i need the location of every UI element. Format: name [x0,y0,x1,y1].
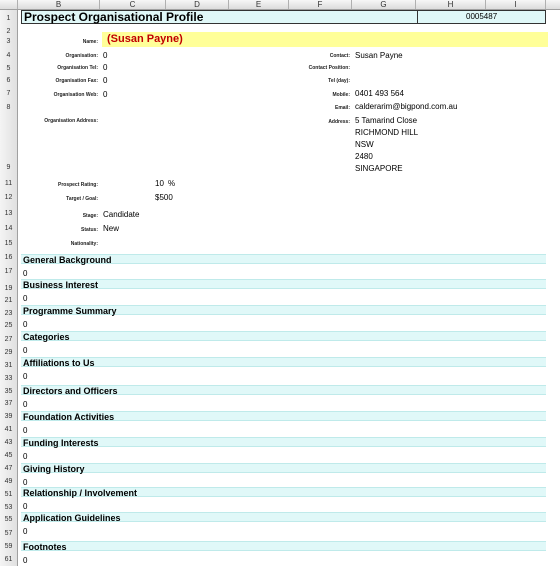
row-header[interactable]: 25 [4,322,13,329]
column-header-h[interactable]: H [416,0,486,9]
row-header[interactable]: 37 [4,400,13,407]
row-header[interactable]: 3 [6,38,11,45]
target-goal-label: Target / Goal: [66,196,98,202]
mobile-label: Mobile: [332,92,350,98]
status-value[interactable]: New [103,224,120,233]
org-web-value[interactable]: 0 [103,90,108,99]
name-cell[interactable] [102,32,548,47]
row-header[interactable]: 61 [4,556,13,563]
row-header[interactable]: 45 [4,452,13,459]
row-header[interactable]: 29 [4,349,13,356]
row-header[interactable]: 9 [6,164,11,171]
address-label: Address: [328,119,350,125]
row-header[interactable]: 21 [4,297,13,304]
row-header[interactable]: 33 [4,375,13,382]
section-value[interactable]: 0 [23,294,28,303]
prospect-rating-label: Prospect Rating: [57,182,98,188]
column-header-bar [0,0,560,10]
row-header[interactable]: 14 [4,225,13,232]
email-value[interactable]: calderarim@bigpond.com.au [355,102,458,111]
section-header[interactable]: Relationship / Involvement [21,487,546,497]
org-tel-value[interactable]: 0 [103,63,108,72]
column-header-c[interactable]: C [100,0,166,9]
address-line[interactable]: SINGAPORE [355,164,403,173]
section-value[interactable]: 0 [23,478,28,487]
page-title[interactable]: Prospect Organisational Profile [24,10,204,24]
section-header[interactable]: Funding Interests [21,437,546,447]
row-header[interactable]: 15 [4,240,13,247]
select-all-corner[interactable] [0,0,18,9]
row-header[interactable]: 51 [4,491,13,498]
row-header[interactable]: 19 [4,285,13,292]
address-line[interactable]: 2480 [355,152,373,161]
section-value[interactable]: 0 [23,556,28,565]
stage-value[interactable]: Candidate [103,210,140,219]
row-header[interactable]: 23 [4,310,13,317]
contact-label: Contact: [329,53,350,59]
org-tel-label: Organisation Tel: [57,65,98,71]
org-fax-value[interactable]: 0 [103,76,108,85]
address-line[interactable]: RICHMOND HILL [355,128,419,137]
row-header[interactable]: 31 [4,362,13,369]
row-header[interactable]: 5 [6,65,11,72]
row-header[interactable]: 47 [4,465,13,472]
stage-label: Stage: [82,213,98,219]
row-header[interactable]: 53 [4,504,13,511]
row-header[interactable]: 4 [6,52,11,59]
row-header[interactable]: 43 [4,439,13,446]
row-header[interactable]: 7 [6,90,11,97]
prospect-rating-value[interactable]: 10 [155,179,164,188]
section-header[interactable]: Programme Summary [21,305,546,315]
row-header[interactable]: 57 [4,530,13,537]
section-header[interactable]: Foundation Activities [21,411,546,421]
record-id: 0005487 [466,12,498,21]
org-fax-label: Organisation Fax: [55,78,98,84]
row-header[interactable]: 1 [6,15,11,22]
row-header[interactable]: 16 [4,254,13,261]
address-line[interactable]: NSW [355,140,374,149]
row-header[interactable]: 39 [4,413,13,420]
contact-position-label: Contact Position: [308,65,350,71]
section-value[interactable]: 0 [23,372,28,381]
row-header[interactable]: 17 [4,268,13,275]
section-value[interactable]: 0 [23,320,28,329]
row-header[interactable]: 35 [4,388,13,395]
section-header[interactable]: Business Interest [21,279,546,289]
nationality-label: Nationality: [70,241,98,247]
row-header[interactable]: 13 [4,210,13,217]
status-label: Status: [81,227,98,233]
section-header[interactable]: General Background [21,254,546,264]
section-header[interactable]: Application Guidelines [21,512,546,522]
row-header[interactable]: 49 [4,478,13,485]
row-header[interactable]: 27 [4,336,13,343]
tel-day-label: Tel (day): [328,78,350,84]
row-header[interactable]: 6 [6,77,11,84]
section-header[interactable]: Directors and Officers [21,385,546,395]
section-value[interactable]: 0 [23,452,28,461]
org-web-label: Organisation Web: [53,92,98,98]
row-header[interactable]: 41 [4,426,13,433]
organisation-label: Organisation: [65,53,98,59]
record-id-cell[interactable] [417,10,549,24]
title-bar [21,10,546,24]
organisation-value[interactable]: 0 [103,51,108,60]
row-header-bar [0,10,18,566]
email-label: Email: [334,105,350,111]
target-goal-value[interactable]: $500 [155,193,173,202]
column-header-f[interactable]: F [289,0,352,9]
section-value[interactable]: 0 [23,346,28,355]
column-header-b[interactable]: B [18,0,100,9]
section-header[interactable]: Footnotes [21,541,546,551]
section-header[interactable]: Giving History [21,463,546,473]
org-address-label: Organisation Address: [44,118,98,124]
prospect-rating-unit: % [168,179,176,188]
section-value[interactable]: 0 [23,269,28,278]
mobile-value[interactable]: 0401 493 564 [355,89,404,98]
section-header[interactable]: Affiliations to Us [21,357,546,367]
section-value[interactable]: 0 [23,426,28,435]
address-line[interactable]: 5 Tamarind Close [355,116,418,125]
row-header[interactable]: 12 [4,194,13,201]
contact-value[interactable]: Susan Payne [355,51,403,60]
row-header[interactable]: 2 [6,28,11,35]
name-value: (Susan Payne) [107,33,183,45]
row-header[interactable]: 11 [4,180,13,187]
section-value[interactable]: 0 [23,400,28,409]
section-value[interactable]: 0 [23,502,28,511]
column-header-d[interactable]: D [166,0,229,9]
section-value[interactable]: 0 [23,527,28,536]
row-header[interactable]: 59 [4,543,13,550]
section-header[interactable]: Categories [21,331,546,341]
row-header[interactable]: 55 [4,516,13,523]
row-header[interactable]: 8 [6,104,11,111]
column-header-g[interactable]: G [352,0,416,9]
name-label: Name: [82,39,98,45]
column-header-e[interactable]: E [229,0,289,9]
column-header-i[interactable]: I [486,0,546,9]
